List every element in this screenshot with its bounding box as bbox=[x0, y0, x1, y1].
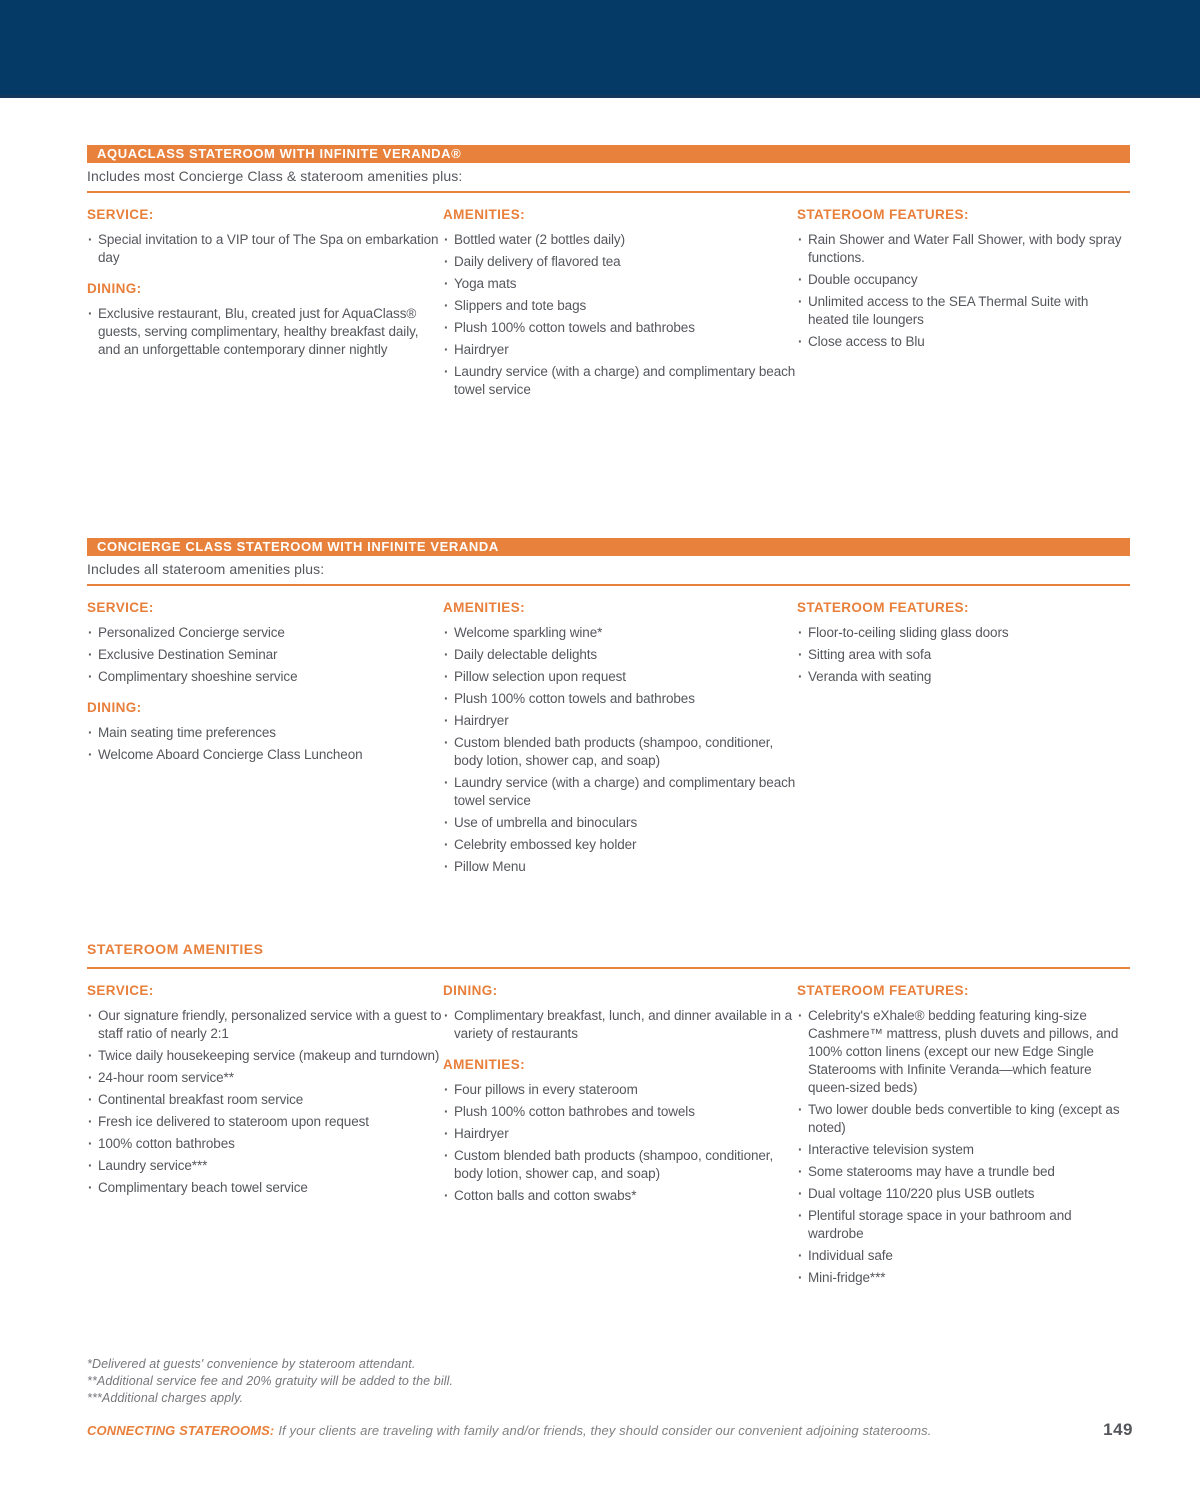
section-concierge-class bbox=[87, 538, 1133, 880]
group-amenities bbox=[443, 1057, 797, 1205]
list-item: · Unlimited access to the SEA Thermal Suite with heated tile loungers bbox=[797, 293, 1130, 329]
bullet-list bbox=[797, 1007, 1130, 1287]
bullet-list bbox=[443, 1007, 797, 1043]
group-heading: AMENITIES: bbox=[443, 207, 526, 222]
section-subtitle: Includes most Concierge Class & stateroom amenities plus: bbox=[87, 168, 463, 184]
list-item: · Yoga mats bbox=[443, 275, 797, 293]
bullet-list bbox=[443, 1081, 797, 1205]
list-item: · Four pillows in every stateroom bbox=[443, 1081, 797, 1099]
list-item: · Welcome Aboard Concierge Class Luncheon bbox=[87, 746, 443, 764]
column-dining-amenities bbox=[443, 983, 797, 1291]
list-item: · Custom blended bath products (shampoo, conditioner, body lotion, shower cap, and soap) bbox=[443, 1147, 797, 1183]
page-number: 149 bbox=[1103, 1420, 1133, 1439]
group-amenities bbox=[443, 600, 797, 876]
footnotes bbox=[87, 1356, 1133, 1407]
list-item: · Main seating time preferences bbox=[87, 724, 443, 742]
section-subtitle: Includes all stateroom amenities plus: bbox=[87, 561, 325, 577]
connecting-staterooms-note bbox=[87, 1423, 932, 1438]
columns bbox=[87, 207, 1133, 403]
list-item: · Individual safe bbox=[797, 1247, 1130, 1265]
divider-rule bbox=[87, 967, 1130, 969]
list-item: · Complimentary shoeshine service bbox=[87, 668, 443, 686]
bullet-list bbox=[797, 231, 1130, 351]
list-item: · Dual voltage 110/220 plus USB outlets bbox=[797, 1185, 1130, 1203]
columns bbox=[87, 600, 1133, 880]
bullet-list bbox=[443, 624, 797, 876]
group-dining bbox=[443, 983, 797, 1043]
list-item: · Exclusive Destination Seminar bbox=[87, 646, 443, 664]
column-amenities bbox=[443, 207, 797, 403]
list-item: · Plush 100% cotton towels and bathrobes bbox=[443, 690, 797, 708]
column-amenities bbox=[443, 600, 797, 880]
list-item: · Special invitation to a VIP tour of The Spa on embarkation day bbox=[87, 231, 443, 267]
list-item: · Bottled water (2 bottles daily) bbox=[443, 231, 797, 249]
group-service bbox=[87, 207, 443, 267]
list-item: · Laundry service (with a charge) and complimentary beach towel service bbox=[443, 363, 797, 399]
list-item: · Plush 100% cotton towels and bathrobes bbox=[443, 319, 797, 337]
group-stateroom-features bbox=[797, 983, 1130, 1287]
column-service-dining bbox=[87, 600, 443, 880]
list-item: · Celebrity's eXhale® bedding featuring king-size Cashmere™ mattress, plush duvets and pillows, and 100% cotton linens (except our new Edge Single Staterooms with Infinite Veranda—which feature queen-sized beds) bbox=[797, 1007, 1130, 1097]
list-item: · Daily delectable delights bbox=[443, 646, 797, 664]
list-item: · Celebrity embossed key holder bbox=[443, 836, 797, 854]
group-service bbox=[87, 600, 443, 686]
list-item: · Hairdryer bbox=[443, 1125, 797, 1143]
list-item: · Mini-fridge*** bbox=[797, 1269, 1130, 1287]
list-item: · Sitting area with sofa bbox=[797, 646, 1130, 664]
list-item: · Laundry service*** bbox=[87, 1157, 443, 1175]
list-item: · 24-hour room service** bbox=[87, 1069, 443, 1087]
group-heading: SERVICE: bbox=[87, 207, 154, 222]
group-service bbox=[87, 983, 443, 1197]
list-item: · Interactive television system bbox=[797, 1141, 1130, 1159]
column-stateroom-features bbox=[797, 600, 1130, 880]
group-stateroom-features bbox=[797, 600, 1130, 686]
connecting-staterooms-label: CONNECTING STATEROOMS: bbox=[87, 1423, 275, 1438]
bullet-list bbox=[87, 231, 443, 267]
column-stateroom-features bbox=[797, 207, 1130, 403]
group-dining bbox=[87, 281, 443, 359]
list-item: · Twice daily housekeeping service (makeup and turndown) bbox=[87, 1047, 443, 1065]
group-heading: STATEROOM FEATURES: bbox=[797, 600, 969, 615]
section-aquaclass bbox=[87, 145, 1133, 403]
list-item: · Slippers and tote bags bbox=[443, 297, 797, 315]
group-amenities bbox=[443, 207, 797, 399]
list-item: · Close access to Blu bbox=[797, 333, 1130, 351]
group-stateroom-features bbox=[797, 207, 1130, 351]
section-banner: AQUACLASS STATEROOM WITH INFINITE VERANDA® bbox=[87, 145, 1130, 163]
group-dining bbox=[87, 700, 443, 764]
list-item: · Some staterooms may have a trundle bed bbox=[797, 1163, 1130, 1181]
bullet-list bbox=[443, 231, 797, 399]
section-stateroom-amenities bbox=[87, 941, 1133, 1291]
bullet-list bbox=[87, 305, 443, 359]
list-item: · Two lower double beds convertible to king (except as noted) bbox=[797, 1101, 1130, 1137]
group-heading: DINING: bbox=[87, 281, 142, 296]
connecting-staterooms-text: If your clients are traveling with family and/or friends, they should consider our convenient adjoining staterooms. bbox=[278, 1423, 932, 1438]
list-item: · Laundry service (with a charge) and complimentary beach towel service bbox=[443, 774, 797, 810]
list-item: · Floor-to-ceiling sliding glass doors bbox=[797, 624, 1130, 642]
list-item: · Double occupancy bbox=[797, 271, 1130, 289]
column-service-dining bbox=[87, 207, 443, 403]
group-heading: AMENITIES: bbox=[443, 600, 526, 615]
list-item: · Our signature friendly, personalized service with a guest to staff ratio of nearly 2:1 bbox=[87, 1007, 443, 1043]
bullet-list bbox=[87, 1007, 443, 1197]
list-item: · Continental breakfast room service bbox=[87, 1091, 443, 1109]
list-item: · Pillow selection upon request bbox=[443, 668, 797, 686]
bullet-list bbox=[797, 624, 1130, 686]
list-item: · 100% cotton bathrobes bbox=[87, 1135, 443, 1153]
footnote: *Delivered at guests' convenience by stateroom attendant. bbox=[87, 1357, 416, 1371]
list-item: · Daily delivery of flavored tea bbox=[443, 253, 797, 271]
divider-rule bbox=[87, 191, 1130, 193]
bullet-list bbox=[87, 724, 443, 764]
list-item: · Hairdryer bbox=[443, 341, 797, 359]
list-item: · Use of umbrella and binoculars bbox=[443, 814, 797, 832]
list-item: · Plentiful storage space in your bathroom and wardrobe bbox=[797, 1207, 1130, 1243]
list-item: · Hairdryer bbox=[443, 712, 797, 730]
group-heading: SERVICE: bbox=[87, 983, 154, 998]
bullet-list bbox=[87, 624, 443, 686]
list-item: · Welcome sparkling wine* bbox=[443, 624, 797, 642]
top-navy-band bbox=[0, 0, 1200, 98]
list-item: · Fresh ice delivered to stateroom upon request bbox=[87, 1113, 443, 1131]
list-item: · Veranda with seating bbox=[797, 668, 1130, 686]
section-title: STATEROOM AMENITIES bbox=[87, 941, 264, 957]
columns bbox=[87, 983, 1133, 1291]
divider-rule bbox=[87, 584, 1130, 586]
bottom-row bbox=[87, 1420, 1133, 1440]
footnote: ***Additional charges apply. bbox=[87, 1391, 244, 1405]
group-heading: AMENITIES: bbox=[443, 1057, 526, 1072]
list-item: · Pillow Menu bbox=[443, 858, 797, 876]
list-item: · Complimentary breakfast, lunch, and dinner available in a variety of restaurants bbox=[443, 1007, 797, 1043]
list-item: · Complimentary beach towel service bbox=[87, 1179, 443, 1197]
list-item: · Rain Shower and Water Fall Shower, with body spray functions. bbox=[797, 231, 1130, 267]
group-heading: STATEROOM FEATURES: bbox=[797, 983, 969, 998]
list-item: · Cotton balls and cotton swabs* bbox=[443, 1187, 797, 1205]
footnote: **Additional service fee and 20% gratuity will be added to the bill. bbox=[87, 1374, 454, 1388]
group-heading: DINING: bbox=[443, 983, 498, 998]
group-heading: DINING: bbox=[87, 700, 142, 715]
list-item: · Plush 100% cotton bathrobes and towels bbox=[443, 1103, 797, 1121]
list-item: · Custom blended bath products (shampoo, conditioner, body lotion, shower cap, and soap) bbox=[443, 734, 797, 770]
group-heading: STATEROOM FEATURES: bbox=[797, 207, 969, 222]
list-item: · Personalized Concierge service bbox=[87, 624, 443, 642]
section-banner: CONCIERGE CLASS STATEROOM WITH INFINITE VERANDA bbox=[87, 538, 1130, 556]
group-heading: SERVICE: bbox=[87, 600, 154, 615]
column-service bbox=[87, 983, 443, 1291]
list-item: · Exclusive restaurant, Blu, created just for AquaClass® guests, serving complimentary, healthy breakfast daily, and an unforgettable contemporary dinner nightly bbox=[87, 305, 443, 359]
column-stateroom-features bbox=[797, 983, 1130, 1291]
